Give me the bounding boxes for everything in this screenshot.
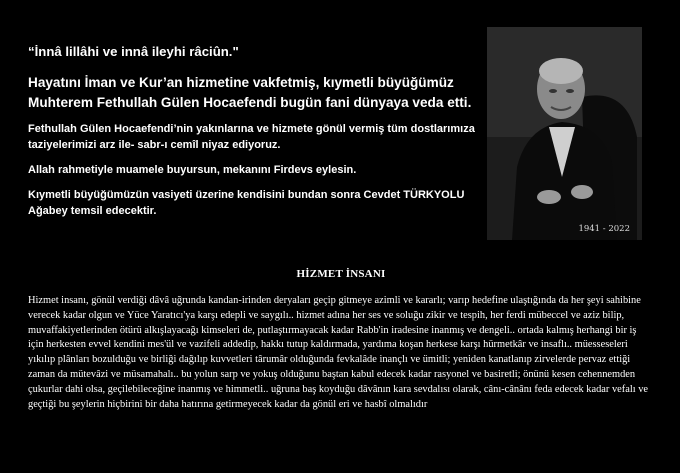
quote: “İnnâ lillâhi ve innâ ileyhi râciûn." xyxy=(28,44,239,59)
portrait-illustration xyxy=(487,27,642,240)
headline: Hayatını İman ve Kur’an hizmetine vakfetmiş, kıymetli büyüğümüz Muhterem Fethullah Gülen Hocaefendi bugün fani dünyaya veda etti. xyxy=(28,75,472,110)
article-body: Hizmet insanı, gönül verdiği dâvâ uğrunda kandan-irinden deryaları geçip gitmeye azimli ve kararlı; varıp hedefine ulaştığında da her şeyi sahibine verecek kadar olgun ve Yüce Yaratıcı'ya karşı edepli ve saygılı.. hizmet adına her ses ve soluğu zikir ve tespih, her ferdi mübeccel ve aziz bilip, muvaffakiyetlerinden ötürü alkışlayacağı kimseleri de, putlaştırmayacak kadar Rabb'in iradesine inanmış ve dengeli.. ortada kalmış herhangi bir iş için herkesten evvel kendini mes'ül ve vazifeli addedip, hakkı tutup kaldırmada, yardıma koşan herkese karşı hürmetkâr ve insaflı.. müesseseleri yıkılıp plânları bozulduğu ve birliği dağılıp kuvvetleri târumâr olduğunda fevkalâde inançlı ve ümitli; yeniden kanatlanıp zirvelerde pervaz ettiği zaman da mütevâzi ve müsamahalı.. bu yolun sarp ve yokuş olduğunu baştan kabul edecek kadar rasyonel ve basiretli; önünü kesen cehennemden çukurlar dahi olsa, geçilebileceğine inanmış ve himmetli.. uğruna baş koyduğu dâvânın kara sevdalısı olarak, cânı-cânânı feda edecek kadar vefalı ve geçtiği bu şeylerin hiçbirini bir daha hatırına getirmeyecek kadar da gönül eri ve hasbî olmalıdır xyxy=(28,295,649,410)
condolence-text: Fethullah Gülen Hocaefendi’nin yakınlarına ve hizmete gönül vermiş tüm dostlarımıza taziyelerimizi arz ile- sabr-ı cemîl niyaz ediyoruz. xyxy=(28,123,475,151)
prayer-text: Allah rahmetiyle muamele buyursun, mekanını Firdevs eylesin. xyxy=(28,164,357,176)
article xyxy=(28,268,654,412)
announcement xyxy=(28,44,483,228)
photo-years: 1941 - 2022 xyxy=(578,224,630,234)
succession-text: Kıymetli büyüğümüzün vasiyeti üzerine kendisini bundan sonra Cevdet TÜRKYOLU Ağabey temsil edecektir. xyxy=(28,189,465,217)
portrait-photo xyxy=(487,27,642,240)
article-title: HİZMET İNSANI xyxy=(296,268,386,280)
